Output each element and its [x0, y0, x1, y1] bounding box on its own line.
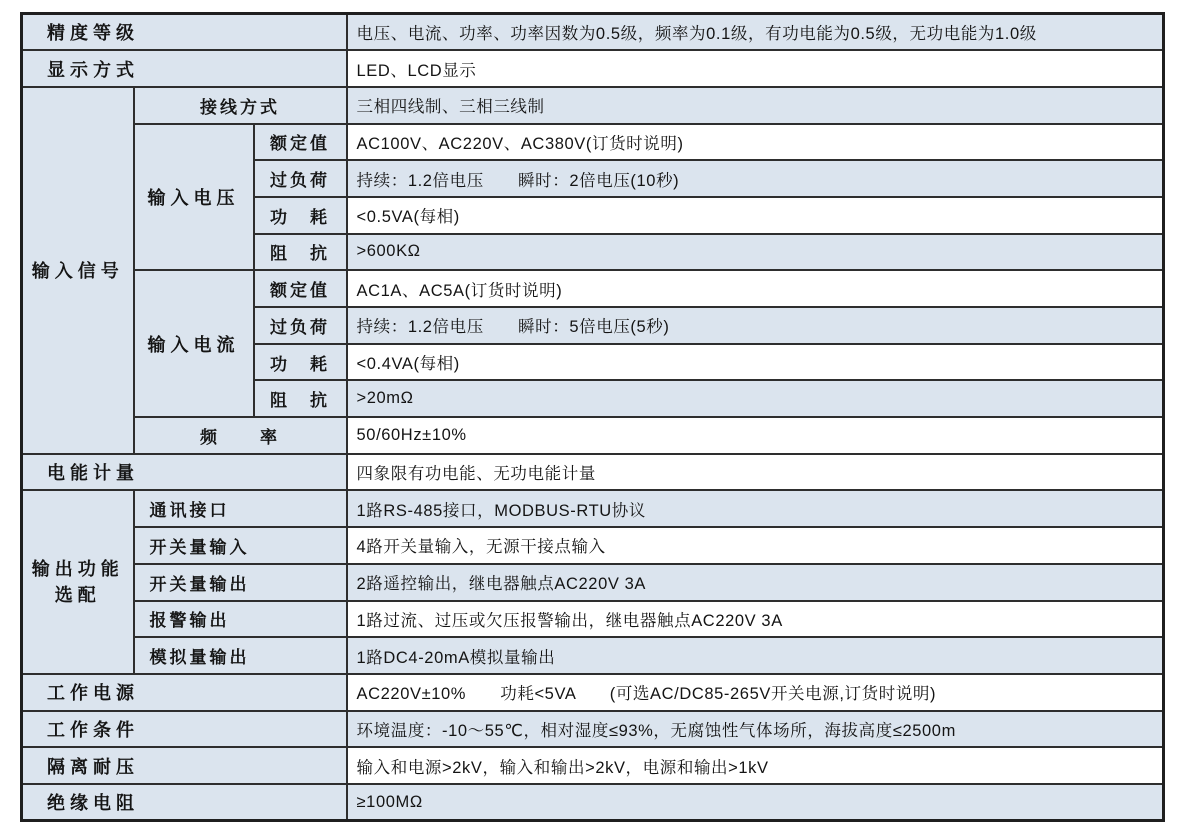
row-digital-input — [22, 527, 1164, 564]
row-value-accuracy-class: 电压、电流、功率、功率因数为0.5级，频率为0.1级，有功电能为0.5级，无功电能为1.0级 — [347, 14, 1164, 51]
row-header-working-conditions: 工作条件 — [22, 711, 347, 748]
row-analog-output — [22, 637, 1164, 674]
row-value-working-conditions: 环境温度：-10～55℃，相对湿度≤93%，无腐蚀性气体场所，海拔高度≤2500m — [347, 711, 1164, 748]
row-energy-metering — [22, 454, 1164, 491]
row-header-current-consumption: 功 耗 — [254, 344, 347, 381]
row-header-voltage-overload: 过负荷 — [254, 160, 347, 197]
row-digital-output — [22, 564, 1164, 601]
row-header-energy-metering: 电能计量 — [22, 454, 347, 491]
group-header-input-voltage: 输入电压 — [134, 124, 254, 271]
row-header-current-impedance: 阻 抗 — [254, 380, 347, 417]
row-value-analog-output: 1路DC4-20mA模拟量输出 — [347, 637, 1164, 674]
row-header-current-rated: 额定值 — [254, 270, 347, 307]
row-header-isolation-withstand: 隔离耐压 — [22, 747, 347, 784]
row-value-digital-output: 2路遥控输出，继电器触点AC220V 3A — [347, 564, 1164, 601]
row-header-wiring-mode: 接线方式 — [134, 87, 347, 124]
row-isolation-withstand — [22, 747, 1164, 784]
row-current-rated — [22, 270, 1164, 307]
row-insulation-resistance — [22, 784, 1164, 821]
row-accuracy-class — [22, 14, 1164, 51]
group-header-input-current: 输入电流 — [134, 270, 254, 417]
row-header-voltage-consumption: 功 耗 — [254, 197, 347, 234]
row-value-voltage-impedance: >600KΩ — [347, 234, 1164, 271]
group-header-output-functions-line1: 输出功能 — [31, 559, 124, 580]
row-value-frequency: 50/60Hz±10% — [347, 417, 1164, 454]
row-header-working-power: 工作电源 — [22, 674, 347, 711]
row-value-current-overload: 持续：1.2倍电压 瞬时：5倍电压(5秒) — [347, 307, 1164, 344]
row-voltage-rated — [22, 124, 1164, 161]
spec-sheet-page — [20, 12, 1165, 822]
row-value-voltage-overload: 持续：1.2倍电压 瞬时：2倍电压(10秒) — [347, 160, 1164, 197]
row-header-comm-interface: 通讯接口 — [134, 490, 347, 527]
row-value-energy-metering: 四象限有功电能、无功电能计量 — [347, 454, 1164, 491]
row-header-voltage-rated: 额定值 — [254, 124, 347, 161]
row-header-analog-output: 模拟量输出 — [134, 637, 347, 674]
row-header-digital-output: 开关量输出 — [134, 564, 347, 601]
row-alarm-output — [22, 601, 1164, 638]
row-header-alarm-output: 报警输出 — [134, 601, 347, 638]
group-header-output-functions-line2: 选配 — [54, 585, 101, 606]
row-value-alarm-output: 1路过流、过压或欠压报警输出，继电器触点AC220V 3A — [347, 601, 1164, 638]
row-value-comm-interface: 1路RS-485接口，MODBUS-RTU协议 — [347, 490, 1164, 527]
row-wiring-mode — [22, 87, 1164, 124]
group-header-input-signal: 输入信号 — [22, 87, 134, 454]
row-value-insulation-resistance: ≥100MΩ — [347, 784, 1164, 821]
row-frequency — [22, 417, 1164, 454]
row-value-current-rated: AC1A、AC5A(订货时说明) — [347, 270, 1164, 307]
row-value-digital-input: 4路开关量输入，无源干接点输入 — [347, 527, 1164, 564]
row-header-digital-input: 开关量输入 — [134, 527, 347, 564]
row-value-current-consumption: <0.4VA(每相) — [347, 344, 1164, 381]
row-header-current-overload: 过负荷 — [254, 307, 347, 344]
row-value-working-power: AC220V±10% 功耗<5VA (可选AC/DC85-265V开关电源,订货时说明) — [347, 674, 1164, 711]
row-header-display-mode: 显示方式 — [22, 50, 347, 87]
row-working-power — [22, 674, 1164, 711]
row-value-voltage-rated: AC100V、AC220V、AC380V(订货时说明) — [347, 124, 1164, 161]
spec-table — [20, 12, 1165, 822]
group-header-output-functions — [22, 490, 134, 673]
row-value-isolation-withstand: 输入和电源>2kV，输入和输出>2kV，电源和输出>1kV — [347, 747, 1164, 784]
row-comm-interface — [22, 490, 1164, 527]
row-header-accuracy-class: 精度等级 — [22, 14, 347, 51]
row-header-insulation-resistance: 绝缘电阻 — [22, 784, 347, 821]
row-value-voltage-consumption: <0.5VA(每相) — [347, 197, 1164, 234]
row-value-current-impedance: >20mΩ — [347, 380, 1164, 417]
row-header-frequency: 频 率 — [134, 417, 347, 454]
row-value-wiring-mode: 三相四线制、三相三线制 — [347, 87, 1164, 124]
row-header-voltage-impedance: 阻 抗 — [254, 234, 347, 271]
row-working-conditions — [22, 711, 1164, 748]
row-display-mode — [22, 50, 1164, 87]
row-value-display-mode: LED、LCD显示 — [347, 50, 1164, 87]
